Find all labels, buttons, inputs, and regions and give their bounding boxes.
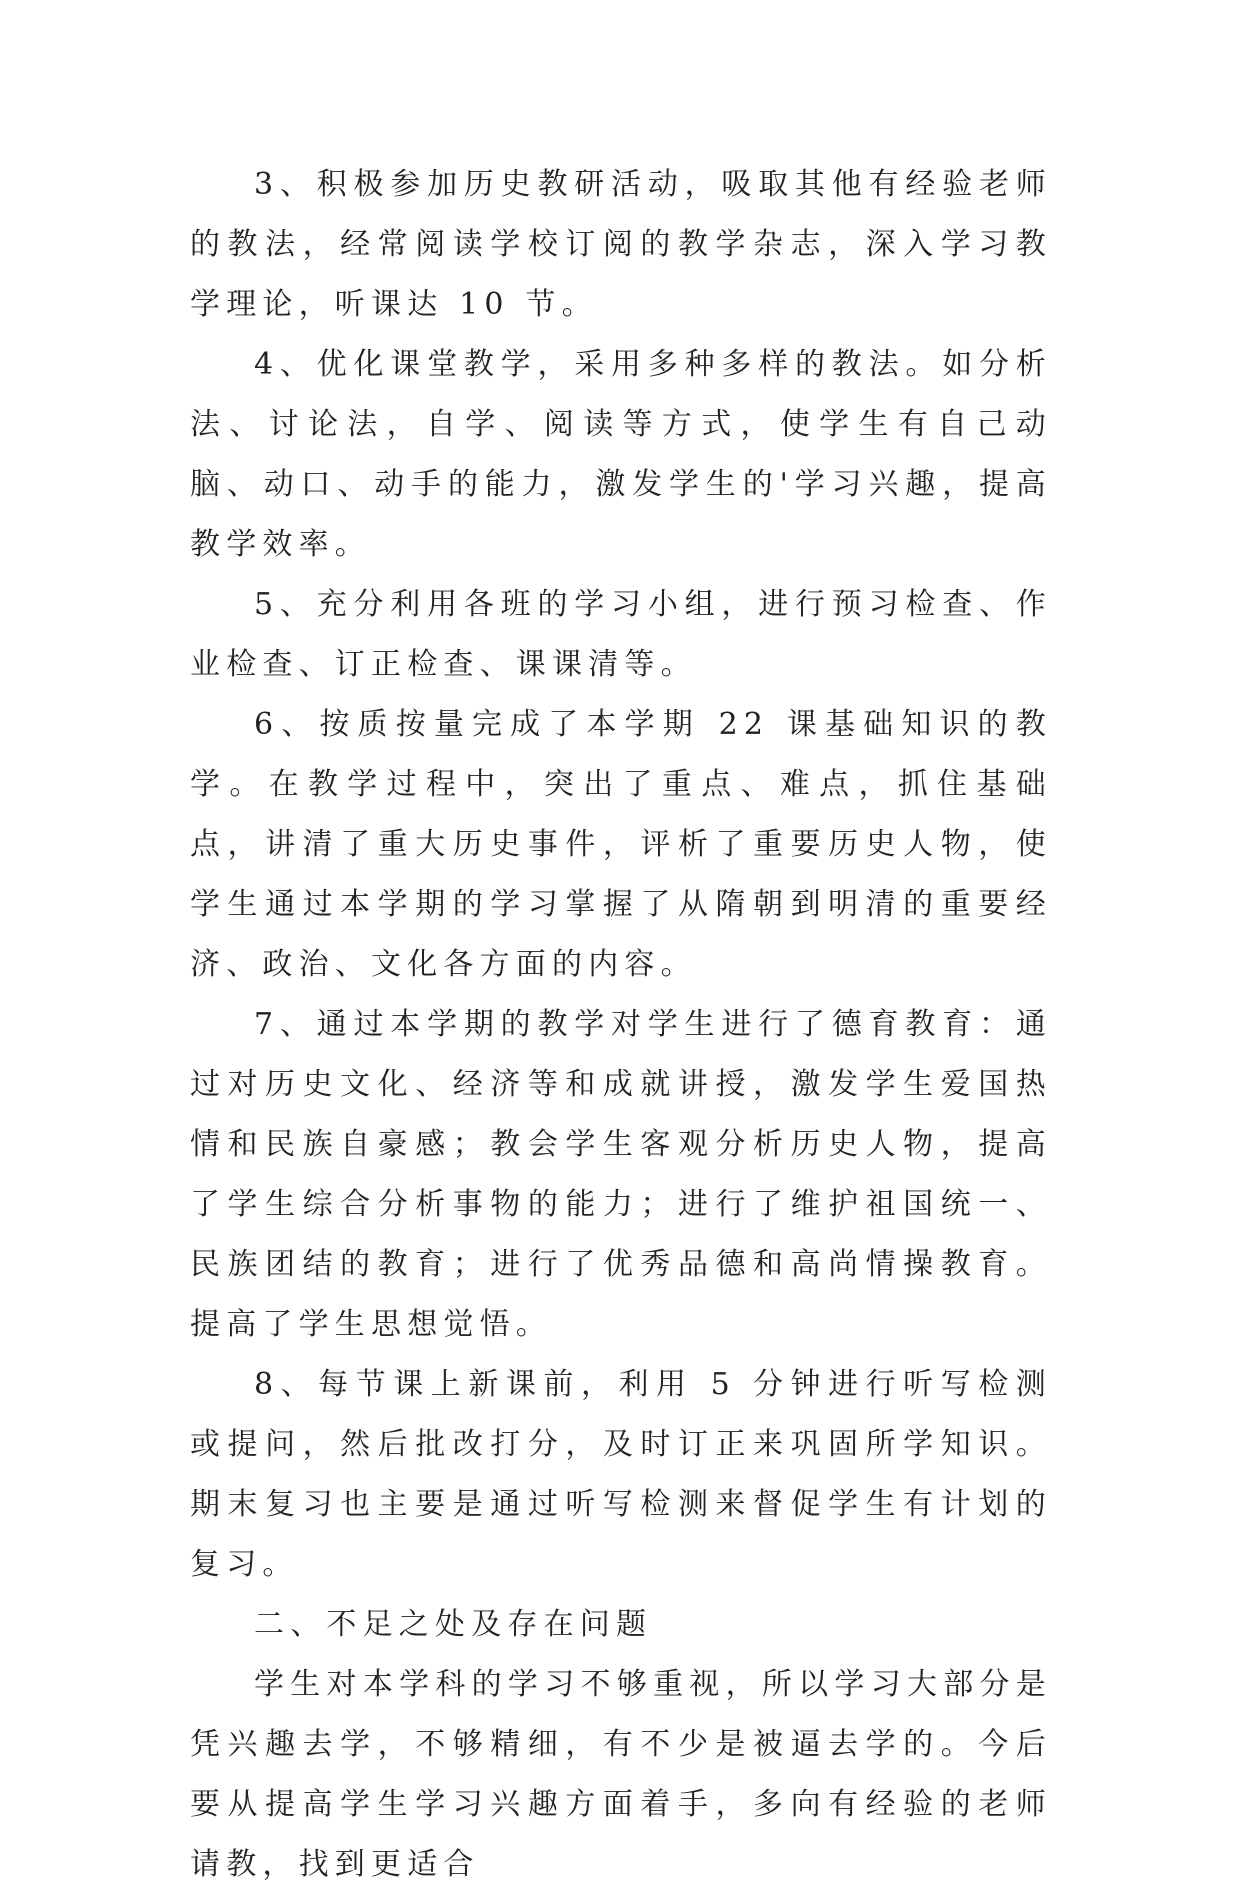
paragraph-item-6: 6、按质按量完成了本学期 22 课基础知识的教学。在教学过程中，突出了重点、难点，抓住基础点，讲清了重大历史事件，评析了重要历史人物，使学生通过本学期的学习掌握了从隋朝到明清的重要经济、政治、文化各方面的内容。 bbox=[190, 707, 1052, 982]
section-heading-shortcomings: 二、不足之处及存在问题 bbox=[254, 1607, 653, 1642]
document-body bbox=[190, 155, 1052, 1895]
paragraph-item-5: 5、充分利用各班的学习小组，进行预习检查、作业检查、订正检查、课课清等。 bbox=[190, 587, 1052, 682]
paragraph-item-4: 4、优化课堂教学，采用多种多样的教法。如分析法、讨论法，自学、阅读等方式，使学生有自己动脑、动口、动手的能力，激发学生的'学习兴趣，提高教学效率。 bbox=[190, 347, 1052, 562]
paragraph-item-3: 3、积极参加历史教研活动，吸取其他有经验老师的教法，经常阅读学校订阅的教学杂志，深入学习教学理论，听课达 10 节。 bbox=[190, 167, 1052, 322]
paragraph-shortcomings-text: 学生对本学科的学习不够重视，所以学习大部分是凭兴趣去学，不够精细，有不少是被逼去学的。今后要从提高学生学习兴趣方面着手，多向有经验的老师请教，找到更适合 bbox=[190, 1667, 1052, 1882]
paragraph-item-8: 8、每节课上新课前，利用 5 分钟进行听写检测或提问，然后批改打分，及时订正来巩固所学知识。期末复习也主要是通过听写检测来督促学生有计划的复习。 bbox=[190, 1367, 1052, 1582]
paragraph-item-7: 7、通过本学期的教学对学生进行了德育教育：通过对历史文化、经济等和成就讲授，激发学生爱国热情和民族自豪感；教会学生客观分析历史人物，提高了学生综合分析事物的能力；进行了维护祖国统一、民族团结的教育；进行了优秀品德和高尚情操教育。提高了学生思想觉悟。 bbox=[190, 1007, 1052, 1342]
